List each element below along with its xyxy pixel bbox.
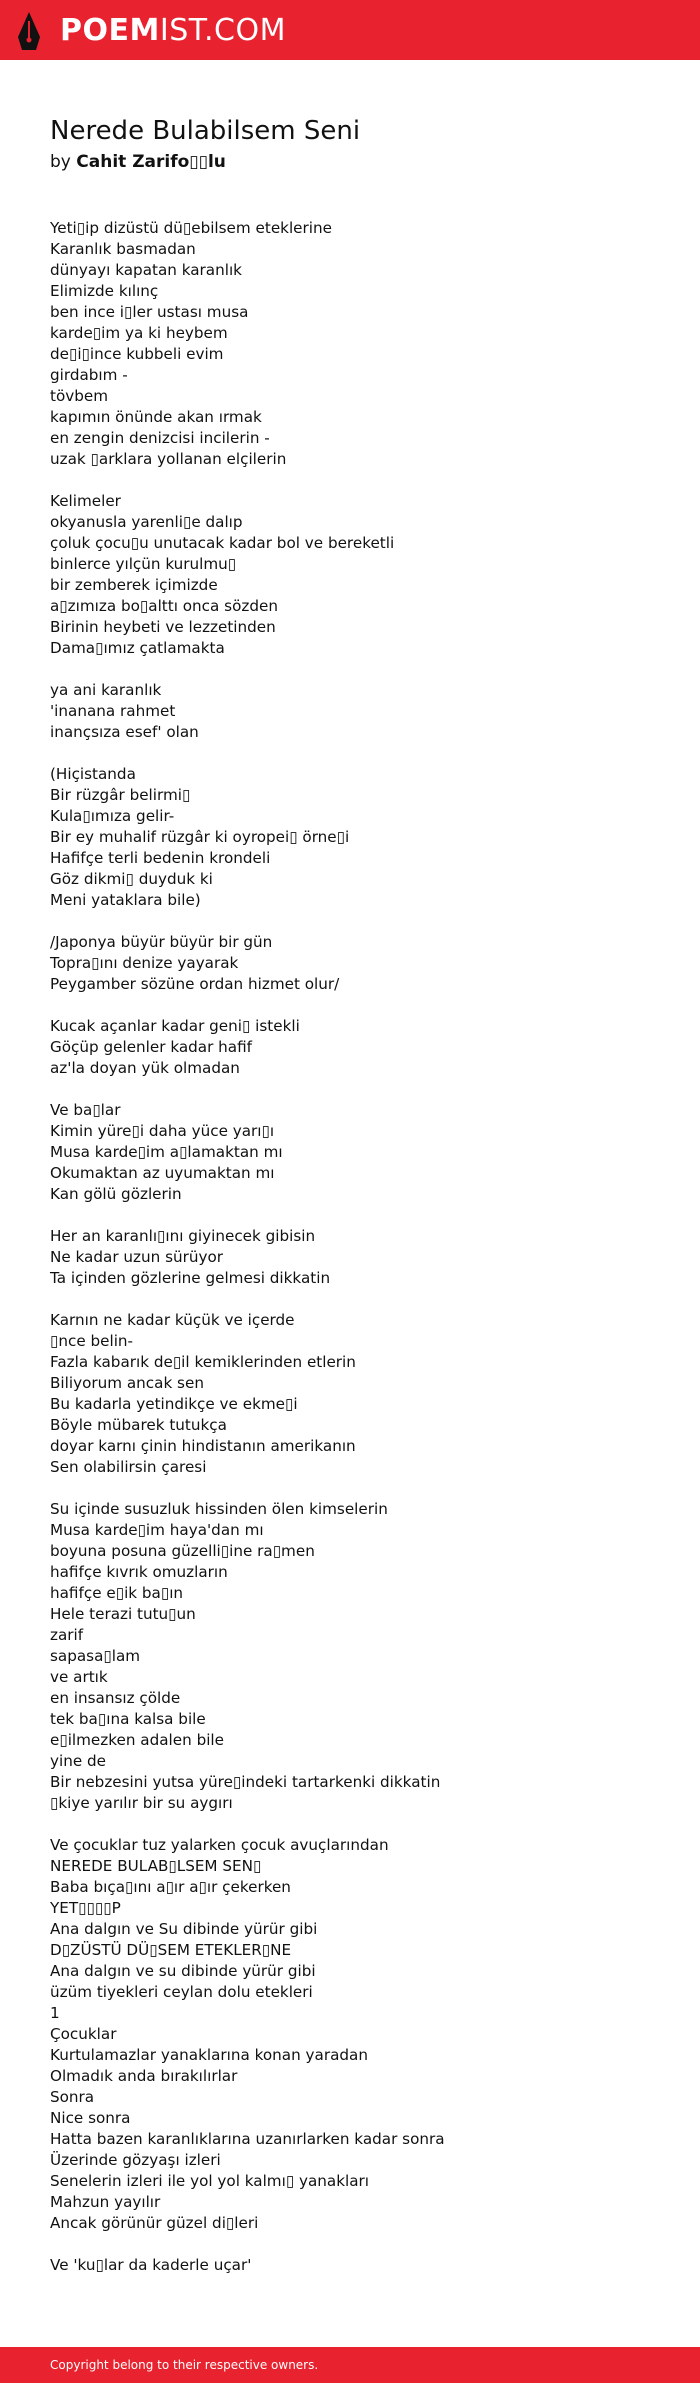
- poem-line: en zengin denizcisi incilerin -: [50, 429, 270, 447]
- poem-line: Karnın ne kadar küçük ve içerde: [50, 1311, 295, 1329]
- poem-line: Birinin heybeti ve lezzetinden: [50, 618, 276, 636]
- poem-line: (Hiçistanda: [50, 765, 136, 783]
- stanza-break: [50, 995, 660, 1016]
- poem-line: Sonra: [50, 2088, 95, 2106]
- pen-nib-icon: [16, 11, 42, 51]
- poem-line: Ana dalgın ve Su dibinde yürür gibi: [50, 1920, 318, 1938]
- poem-line: tövbem: [50, 387, 109, 405]
- poem-line: D▯ZÜSTÜ DÜ▯SEM ETEKLER▯NE: [50, 1941, 292, 1959]
- poem-line: Bir nebzesini yutsa yüre▯indeki tartarkenki dikkatin: [50, 1773, 441, 1791]
- home-logo-link[interactable]: [16, 10, 286, 52]
- poem-line: Ana dalgın ve su dibinde yürür gibi: [50, 1962, 316, 1980]
- poem-line: e▯ilmezken adalen bile: [50, 1731, 224, 1749]
- byline: [50, 150, 660, 174]
- poem-line: Peygamber sözüne ordan hizmet olur/: [50, 975, 340, 993]
- poem-line: Biliyorum ancak sen: [50, 1374, 204, 1392]
- poem-line: Ne kadar uzun sürüyor: [50, 1248, 223, 1266]
- poem-line: Böyle mübarek tutukça: [50, 1416, 227, 1434]
- poem-line: ▯nce belin-: [50, 1332, 134, 1350]
- stanza-break: [50, 470, 660, 491]
- author-link[interactable]: Cahit Zarifo▯▯lu: [76, 152, 226, 172]
- stanza-break: [50, 1289, 660, 1310]
- poem-line: Meni yataklara bile): [50, 891, 201, 909]
- poem-line: Hele terazi tutu▯un: [50, 1605, 196, 1623]
- poem-line: binlerce yılçün kurulmu▯: [50, 555, 237, 573]
- brand-light: IST.COM: [159, 13, 286, 48]
- poem-line: 1: [50, 2004, 60, 2022]
- poem-line: uzak ▯arklara yollanan elçilerin: [50, 450, 287, 468]
- poem-line: Hatta bazen karanlıklarına uzanırlarken kadar sonra: [50, 2130, 445, 2148]
- poem-line: Topra▯ını denize yayarak: [50, 954, 239, 972]
- poem-line: /Japonya büyür büyür bir gün: [50, 933, 273, 951]
- poem-line: Elimizde kılınç: [50, 282, 159, 300]
- poem-line: Bir ey muhalif rüzgâr ki oyropei▯ örne▯i: [50, 828, 350, 846]
- poem-line: Kan gölü gözlerin: [50, 1185, 182, 1203]
- poem-line: Dama▯ımız çatlamakta: [50, 639, 225, 657]
- poem-line: YET▯▯▯▯P: [50, 1899, 121, 1917]
- poem-line: Göçüp gelenler kadar hafif: [50, 1038, 253, 1056]
- poem-line: yine de: [50, 1752, 106, 1770]
- stanza-break: [50, 1478, 660, 1499]
- poem-line: Karanlık basmadan: [50, 240, 196, 258]
- site-footer: [0, 2347, 700, 2383]
- poem-line: de▯i▯ince kubbeli evim: [50, 345, 224, 363]
- poem-line: Olmadık anda bırakılırlar: [50, 2067, 238, 2085]
- poem-line: inançsıza esef' olan: [50, 723, 199, 741]
- stanza-break: [50, 1205, 660, 1226]
- poem-line: bir zemberek içimizde: [50, 576, 218, 594]
- poem-line: 'inanana rahmet: [50, 702, 176, 720]
- poem-line: Sen olabilirsin çaresi: [50, 1458, 207, 1476]
- poem-line: karde▯im ya ki heybem: [50, 324, 228, 342]
- poem-line: Su içinde susuzluk hissinden ölen kimselerin: [50, 1500, 388, 1518]
- poem-title: Nerede Bulabilsem Seni: [50, 116, 361, 146]
- poem-line: Fazla kabarık de▯il kemiklerinden etlerin: [50, 1353, 356, 1371]
- poem-line: Bu kadarla yetindikçe ve ekme▯i: [50, 1395, 298, 1413]
- poem-line: üzüm tiyekleri ceylan dolu etekleri: [50, 1983, 313, 2001]
- poem-line: Kimin yüre▯i daha yüce yarı▯ı: [50, 1122, 275, 1140]
- poem-line: ya ani karanlık: [50, 681, 162, 699]
- poem-line: NEREDE BULAB▯LSEM SEN▯: [50, 1857, 262, 1875]
- poem-line: hafifçe kıvrık omuzların: [50, 1563, 228, 1581]
- stanza-break: [50, 2234, 660, 2255]
- poem-heading: [50, 112, 660, 174]
- poem-line: ben ince i▯ler ustası musa: [50, 303, 249, 321]
- poem-line: Kurtulamazlar yanaklarına konan yaradan: [50, 2046, 368, 2064]
- stanza-break: [50, 659, 660, 680]
- poem-line: ve artık: [50, 1668, 108, 1686]
- brand-wordmark: [60, 13, 286, 48]
- stanza-break: [50, 1814, 660, 1835]
- stanza-break: [50, 743, 660, 764]
- stanza-break: [50, 1079, 660, 1100]
- poem-line: Ta içinden gözlerine gelmesi dikkatin: [50, 1269, 331, 1287]
- poem-line: okyanusla yarenli▯e dalıp: [50, 513, 243, 531]
- poem-line: Musa karde▯im a▯lamaktan mı: [50, 1143, 283, 1161]
- poem-line: tek ba▯ına kalsa bile: [50, 1710, 206, 1728]
- poem-line: Ve çocuklar tuz yalarken çocuk avuçlarından: [50, 1836, 389, 1854]
- poem-line: Kelimeler: [50, 492, 121, 510]
- poem-line: kapımın önünde akan ırmak: [50, 408, 262, 426]
- poem-line: Göz dikmi▯ duyduk ki: [50, 870, 213, 888]
- site-header: [0, 0, 700, 60]
- poem-line: çoluk çocu▯u unutacak kadar bol ve bereketli: [50, 534, 395, 552]
- poem-line: Üzerinde gözyaşı izleri: [50, 2151, 221, 2169]
- poem-line: Kula▯ımıza gelir-: [50, 807, 175, 825]
- poem-line: sapasa▯lam: [50, 1647, 141, 1665]
- poem-line: hafifçe e▯ik ba▯ın: [50, 1584, 184, 1602]
- poem-line: girdabım -: [50, 366, 128, 384]
- by-label: by: [50, 152, 77, 172]
- poem-line: Bir rüzgâr belirmi▯: [50, 786, 191, 804]
- poem-line: Her an karanlı▯ını giyinecek gibisin: [50, 1227, 316, 1245]
- poem-line: ▯kiye yarılır bir su aygırı: [50, 1794, 233, 1812]
- poem-line: Ve 'ku▯lar da kaderle uçar': [50, 2256, 252, 2274]
- copyright-text: Copyright belong to their respective owners.: [50, 2358, 319, 2372]
- poem-line: Yeti▯ip dizüstü dü▯ebilsem eteklerine: [50, 219, 332, 237]
- poem-line: doyar karnı çinin hindistanın amerikanın: [50, 1437, 356, 1455]
- poem-line: Mahzun yayılır: [50, 2193, 161, 2211]
- poem-line: Nice sonra: [50, 2109, 131, 2127]
- poem-line: Hafifçe terli bedenin krondeli: [50, 849, 271, 867]
- poem-line: Ve ba▯lar: [50, 1101, 121, 1119]
- stanza-break: [50, 911, 660, 932]
- poem-line: Kucak açanlar kadar geni▯ istekli: [50, 1017, 300, 1035]
- poem-line: en insansız çölde: [50, 1689, 181, 1707]
- poem-body: [50, 218, 660, 2276]
- poem-line: Okumaktan az uyumaktan mı: [50, 1164, 275, 1182]
- poem-line: a▯zımıza bo▯alttı onca sözden: [50, 597, 278, 615]
- poem-line: dünyayı kapatan karanlık: [50, 261, 242, 279]
- poem-line: Ancak görünür güzel di▯leri: [50, 2214, 259, 2232]
- poem-line: zarif: [50, 1626, 84, 1644]
- poem-line: Baba bıça▯ını a▯ır a▯ır çekerken: [50, 1878, 291, 1896]
- poem-line: boyuna posuna güzelli▯ine ra▯men: [50, 1542, 315, 1560]
- poem-line: Çocuklar: [50, 2025, 117, 2043]
- poem-line: az'la doyan yük olmadan: [50, 1059, 240, 1077]
- poem-line: Musa karde▯im haya'dan mı: [50, 1521, 264, 1539]
- brand-bold: POEM: [60, 13, 160, 48]
- poem-line: Senelerin izleri ile yol yol kalmı▯ yanakları: [50, 2172, 370, 2190]
